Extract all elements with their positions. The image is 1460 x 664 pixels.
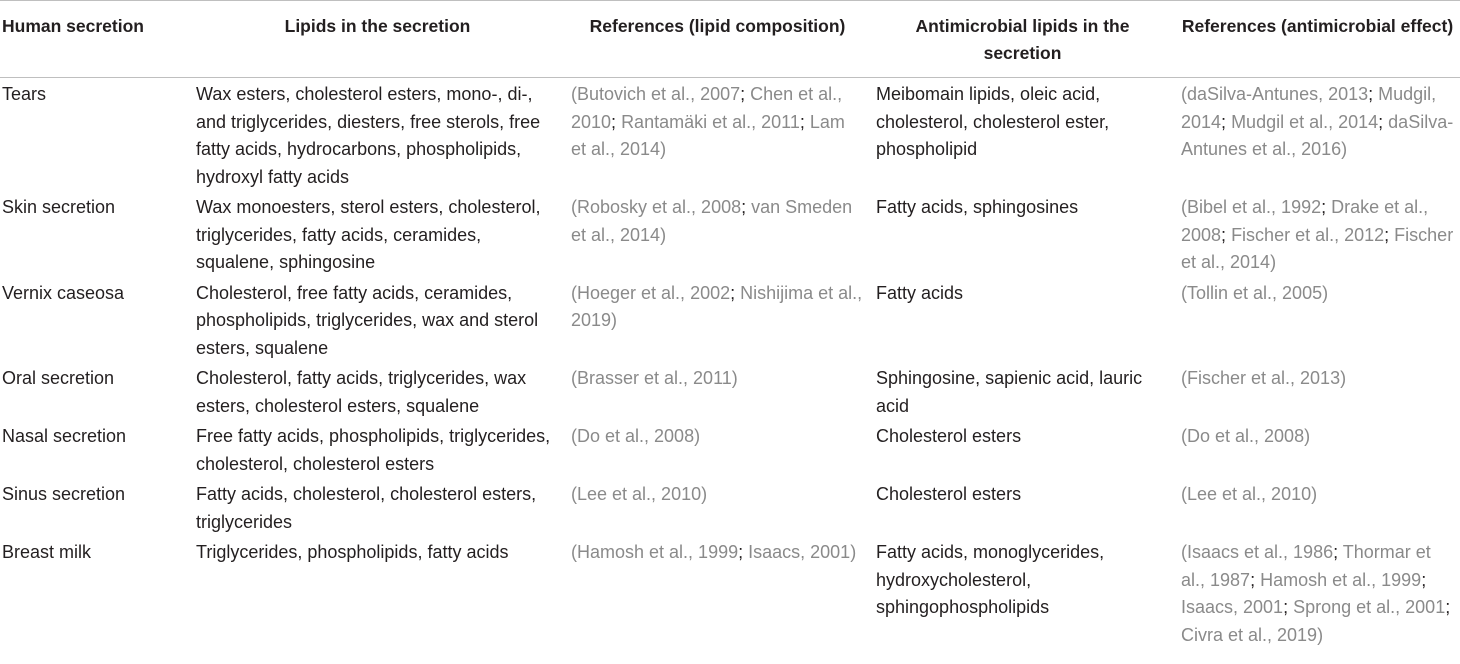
cell-lipid-references: (Do et al., 2008) — [571, 426, 701, 446]
header-antimicrobial-lipids: Antimicrobial lipids in the secretion — [915, 16, 1130, 63]
cell-secretion: Oral secretion — [2, 368, 115, 388]
cell-lipids: Wax monoesters, sterol esters, cholesterol, triglycerides, fatty acids, ceramides, squalene, sphingosine — [196, 197, 541, 272]
reference-link[interactable]: Fischer et al., 2013 — [1187, 368, 1341, 388]
table-row — [0, 78, 1460, 192]
header-row — [0, 1, 1460, 78]
reference-link[interactable]: van Smeden et al., 2014 — [571, 197, 853, 245]
reference-link[interactable]: Mudgil, 2014 — [1181, 84, 1437, 132]
cell-antimicrobial-lipids: Cholesterol esters — [876, 426, 1022, 446]
cell-antimicrobial-lipids: Fatty acids, monoglycerides, hydroxycholesterol, sphingophospholipids — [876, 542, 1105, 617]
cell-antimicrobial-references: (Tollin et al., 2005) — [1181, 282, 1329, 303]
reference-link[interactable]: Chen et al., 2010 — [571, 84, 843, 132]
reference-link[interactable]: Sprong et al., 2001 — [1293, 597, 1446, 617]
table-row — [0, 191, 1460, 277]
table-row — [0, 362, 1460, 420]
cell-antimicrobial-references: (Do et al., 2008) — [1181, 426, 1311, 446]
cell-lipids: Fatty acids, cholesterol, cholesterol esters, triglycerides — [196, 484, 537, 532]
header-lipids: Lipids in the secretion — [284, 16, 471, 36]
reference-link[interactable]: Nishijima et al., 2019 — [571, 282, 863, 330]
reference-link[interactable]: Bibel et al., 1992 — [1187, 197, 1322, 217]
cell-lipid-references: (Hoeger et al., 2002; Nishijima et al., 2019) — [571, 282, 863, 330]
cell-antimicrobial-references: (daSilva-Antunes, 2013; Mudgil, 2014; Mudgil et al., 2014; daSilva-Antunes et al., 2016) — [1181, 84, 1454, 159]
cell-secretion: Skin secretion — [2, 197, 116, 217]
reference-link[interactable]: Butovich et al., 2007 — [577, 84, 741, 104]
reference-link[interactable]: Lam et al., 2014 — [571, 111, 845, 159]
reference-link[interactable]: Hamosh et al., 1999 — [1260, 569, 1422, 590]
reference-link[interactable]: Fischer et al., 2012 — [1231, 224, 1385, 245]
cell-antimicrobial-references: (Lee et al., 2010) — [1181, 484, 1318, 504]
cell-lipids: Wax esters, cholesterol esters, mono-, di-, and triglycerides, diesters, free sterols, free fatty acids, hydrocarbons, phospholipids, hydroxyl fatty acids — [196, 84, 541, 187]
cell-antimicrobial-lipids: Meibomain lipids, oleic acid, cholesterol, cholesterol ester, phospholipid — [876, 84, 1110, 159]
table-row — [0, 420, 1460, 478]
cell-lipid-references: (Hamosh et al., 1999; Isaacs, 2001) — [571, 542, 857, 562]
reference-link[interactable]: daSilva-Antunes et al., 2016 — [1181, 111, 1454, 159]
reference-link[interactable]: Robosky et al., 2008 — [577, 197, 742, 217]
cell-antimicrobial-references: (Isaacs et al., 1986; Thormar et al., 1987; Hamosh et al., 1999; Isaacs, 2001; Sprong et al., 2001; Civra et al., 2019) — [1181, 542, 1451, 645]
table-row — [0, 277, 1460, 363]
reference-link[interactable]: Drake et al., 2008 — [1181, 197, 1429, 245]
cell-lipid-references: (Butovich et al., 2007; Chen et al., 2010; Rantamäki et al., 2011; Lam et al., 2014) — [571, 84, 845, 159]
cell-lipid-references: (Brasser et al., 2011) — [571, 368, 738, 388]
reference-link[interactable]: Fischer et al., 2014 — [1181, 224, 1454, 272]
cell-secretion: Nasal secretion — [2, 426, 127, 446]
reference-link[interactable]: Do et al., 2008 — [1187, 426, 1305, 446]
reference-link[interactable]: Isaacs et al., 1986 — [1187, 542, 1334, 562]
cell-antimicrobial-lipids: Sphingosine, sapienic acid, lauric acid — [876, 368, 1143, 416]
reference-link[interactable]: Brasser et al., 2011 — [577, 368, 732, 388]
cell-secretion: Breast milk — [2, 542, 92, 562]
cell-antimicrobial-lipids: Fatty acids, sphingosines — [876, 197, 1079, 217]
table-header — [0, 1, 1460, 78]
reference-link[interactable]: Rantamäki et al., 2011 — [621, 111, 800, 132]
table-row — [0, 536, 1460, 649]
cell-antimicrobial-lipids: Cholesterol esters — [876, 484, 1022, 504]
cell-secretion: Tears — [2, 84, 47, 104]
header-antimicrobial-references: References (antimicrobial effect) — [1181, 16, 1454, 36]
reference-link[interactable]: daSilva-Antunes, 2013 — [1187, 84, 1369, 104]
table-body — [0, 78, 1460, 650]
reference-link[interactable]: Isaacs, 2001 — [1181, 597, 1284, 617]
reference-link[interactable]: Mudgil et al., 2014 — [1231, 111, 1379, 132]
reference-link[interactable]: Lee et al., 2010 — [577, 484, 702, 504]
cell-lipids: Cholesterol, fatty acids, triglycerides, wax esters, cholesterol esters, squalene — [196, 368, 527, 416]
cell-lipids: Triglycerides, phospholipids, fatty acids — [196, 542, 509, 562]
reference-link[interactable]: Isaacs, 2001 — [748, 542, 851, 562]
header-lipid-references: References (lipid composition) — [589, 16, 846, 36]
cell-secretion: Vernix caseosa — [2, 282, 125, 303]
reference-link[interactable]: Lee et al., 2010 — [1187, 484, 1312, 504]
reference-link[interactable]: Thormar et al., 1987 — [1181, 542, 1431, 590]
cell-lipid-references: (Robosky et al., 2008; van Smeden et al., 2014) — [571, 197, 853, 245]
cell-antimicrobial-references: (Fischer et al., 2013) — [1181, 368, 1347, 388]
reference-link[interactable]: Hamosh et al., 1999 — [577, 542, 739, 562]
table-row — [0, 478, 1460, 536]
reference-link[interactable]: Tollin et al., 2005 — [1187, 282, 1323, 303]
cell-antimicrobial-references: (Bibel et al., 1992; Drake et al., 2008; Fischer et al., 2012; Fischer et al., 2014) — [1181, 197, 1454, 272]
cell-lipids: Cholesterol, free fatty acids, ceramides, phospholipids, triglycerides, wax and sterol esters, squalene — [196, 282, 539, 358]
reference-link[interactable]: Do et al., 2008 — [577, 426, 695, 446]
cell-lipids: Free fatty acids, phospholipids, triglycerides, cholesterol, cholesterol esters — [196, 426, 551, 474]
cell-antimicrobial-lipids: Fatty acids — [876, 282, 964, 303]
header-human-secretion: Human secretion — [2, 16, 144, 36]
cell-secretion: Sinus secretion — [2, 484, 126, 504]
cell-lipid-references: (Lee et al., 2010) — [571, 484, 708, 504]
reference-link[interactable]: Civra et al., 2019 — [1181, 624, 1318, 645]
reference-link[interactable]: Hoeger et al., 2002 — [577, 282, 731, 303]
